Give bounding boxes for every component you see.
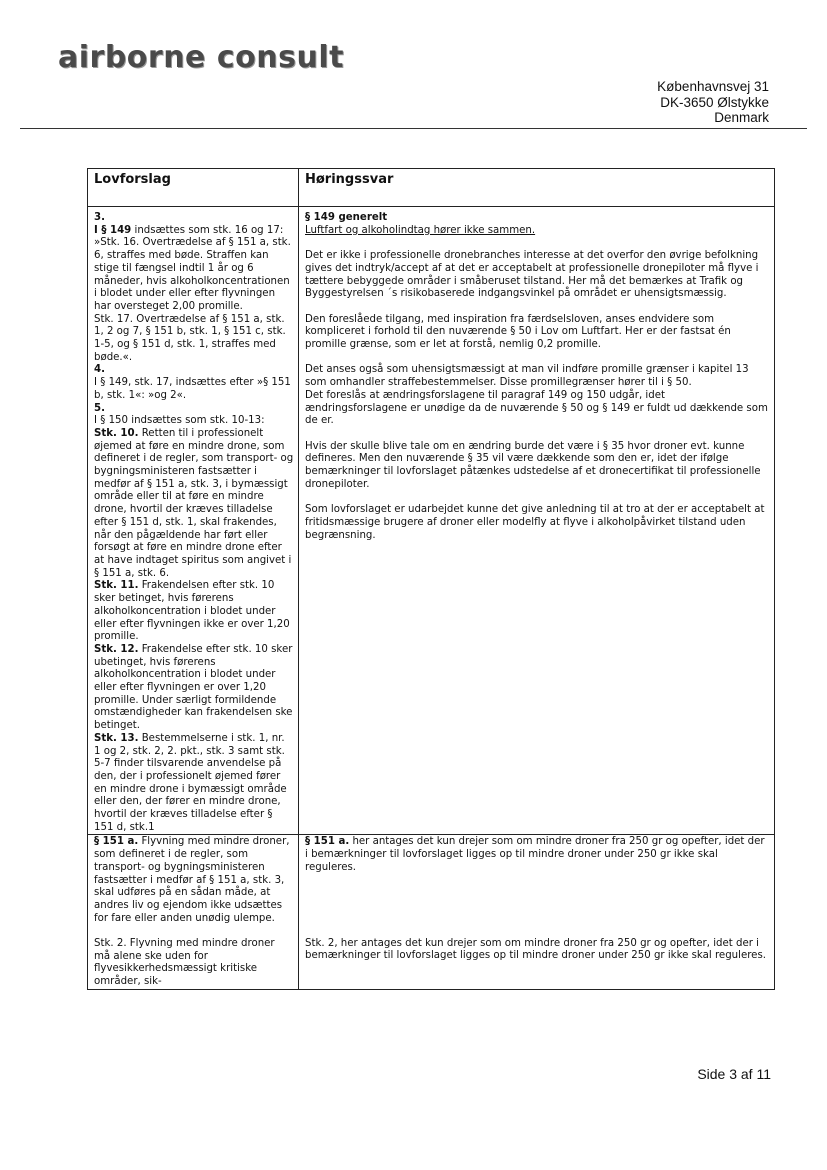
stk-ref: Stk. 12. bbox=[94, 643, 139, 655]
section-ref: § 151 a. bbox=[305, 836, 350, 848]
section-ref: § 151 a. bbox=[94, 836, 139, 848]
address-city: DK-3650 Ølstykke bbox=[660, 94, 769, 110]
table-row bbox=[88, 835, 775, 989]
section-text: Flyvning med mindre droner, som defineret i de regler, som transport- og bygningsministeren fastsætter i medfør af § 151 a, stk. 3, skal udføres på en sådan måde, at andres liv og ejendom ikke udsættes for fare eller anden unødig ulempe. bbox=[94, 836, 290, 924]
bill-text-cell bbox=[88, 835, 299, 989]
section-number: 5. bbox=[94, 402, 105, 414]
section-ref: I § 149 bbox=[94, 224, 132, 236]
bill-paragraph: I § 149, stk. 17, indsættes efter »§ 151 b, stk. 1«: »og 2«. bbox=[94, 377, 291, 401]
table-header-row bbox=[88, 169, 775, 207]
response-paragraph: Hvis der skulle blive tale om en ændring burde det være i § 35 hvor droner evt. kunne defineres. Men den nuværende § 35 vil være dækkende som den er, idet der ifølge bemærkninger til lovforslaget påtænkes udstedelse af et dronecertifikat til professionelle dronepiloter. bbox=[305, 440, 761, 490]
stk-text: Retten til i professionelt øjemed at føre en mindre drone, som defineret i de regler, som transport- og bygningsministeren fastsætter i medfør af § 151 a, stk. 3, i bymæssigt område eller til at føre en mindre drone, hvortil der kræves tilladelse efter § 151 d, stk. 1, skal frakendes, når den pågældende har ført eller forsøgt at føre en mindre drone efter at have indtaget spiritus som angivet i § 151 a, stk. 6. bbox=[94, 427, 294, 579]
bill-paragraph: Stk. 2. Flyvning med mindre droner må alene ske uden for flyvesikkerhedsmæssigt kritiske områder, sik- bbox=[94, 938, 275, 988]
stk-text: Bestemmelserne i stk. 1, nr. 1 og 2, stk. 2, 2. pkt., stk. 3 samt stk. 5-7 finder tilsvarende anvendelse på den, der i professionelt øjemed fører en mindre drone i bymæssigt område eller den, der fører en mindre drone, hvortil der kræves tilladelse efter § 151 d, stk.1 bbox=[94, 732, 287, 833]
stk-ref: Stk. 10. bbox=[94, 427, 139, 439]
section-number: 3. bbox=[94, 212, 105, 223]
response-paragraph: Det foreslås at ændringsforslagene til paragraf 149 og 150 udgår, idet ændringsforslagene er unødige da de nuværende § 50 og § 149 er fuldt ud dækkende som de er. bbox=[305, 389, 768, 427]
stk-ref: Stk. 11. bbox=[94, 580, 139, 592]
stk-text: Frakendelsen efter stk. 10 sker betinget, hvis førerens alkoholkoncentration i blodet under eller efter flyvningen ikke er over 1,20 promille. bbox=[94, 580, 290, 643]
address-country: Denmark bbox=[714, 110, 769, 125]
response-text-cell bbox=[299, 835, 775, 989]
response-subheading: Luftfart og alkoholindtag hører ikke sammen. bbox=[305, 224, 536, 236]
company-address bbox=[657, 79, 769, 126]
bill-paragraph bbox=[94, 836, 294, 925]
section-number: 4. bbox=[94, 364, 105, 376]
section-text: her antages det kun drejer som om mindre droner fra 250 gr og opefter, idet der i bemærkninger til lovforslaget ligges op til mindre droner under 250 gr ikke skal reguleres. bbox=[305, 836, 765, 873]
table-row bbox=[88, 207, 775, 835]
bill-paragraph: Stk. 17. Overtrædelse af § 151 a, stk. 1, 2 og 7, § 151 b, stk. 1, § 151 c, stk. 1-5, og § 151 d, stk. 1, straffes med bøde.«. bbox=[94, 313, 286, 363]
bill-paragraph bbox=[94, 644, 294, 733]
response-heading: § 149 generelt bbox=[305, 212, 388, 223]
response-paragraph: Som lovforslaget er udarbejdet kunne det give anledning til at tro at der er acceptabelt at fritidsmæssige brugere af droner eller modelfly at flyve i alkoholpåvirket tilstand uden begrænsning. bbox=[305, 504, 765, 541]
bill-paragraph: I § 150 indsættes som stk. 10-13: bbox=[94, 415, 265, 427]
response-paragraph bbox=[305, 836, 768, 874]
consultation-table bbox=[87, 168, 775, 990]
address-street: Københavnsvej 31 bbox=[657, 79, 769, 94]
response-paragraph: Det er ikke i professionelle dronebranches interesse at det overfor den øvrige befolkning gives det indtryk/accept af at det er acceptabelt at professionelle dronepiloter må flyve i tættere bebyggede områder i småberuset tilstand. Her må det bemærkes at Trafik og Byggestyrelsen ´s risikobaserede indgangsvinkel på området er uhensigtsmæssig. bbox=[305, 250, 759, 300]
response-paragraph: Stk. 2, her antages det kun drejer som om mindre droner fra 250 gr og opefter, idet der i bemærkninger til lovforslaget ligges op til mindre droner under 250 gr ikke skal reguleres. bbox=[305, 937, 766, 962]
stk-text: Frakendelse efter stk. 10 sker ubetinget, hvis førerens alkoholkoncentration i blodet under eller efter flyvningen er over 1,20 promille. Under særligt formildende omstændigheder kan frakendelsen ske betinget. bbox=[94, 643, 293, 732]
bill-paragraph: »Stk. 16. Overtrædelse af § 151 a, stk. 6, straffes med bøde. Straffen kan stige til fængsel indtil 1 år og 6 måneder, hvis alkoholkoncentrationen i blodet under eller efter flyvningen har oversteget 2,00 promille. bbox=[94, 237, 291, 312]
bill-text-cell bbox=[88, 207, 299, 835]
bill-paragraph bbox=[94, 225, 294, 238]
bill-paragraph bbox=[94, 733, 294, 835]
column-header-hoeringssvar: Høringssvar bbox=[299, 169, 775, 207]
response-text-cell bbox=[299, 207, 775, 835]
bill-paragraph bbox=[94, 580, 294, 644]
stk-ref: Stk. 13. bbox=[94, 732, 139, 744]
page-number: Side 3 af 11 bbox=[697, 1066, 771, 1082]
bill-paragraph bbox=[94, 428, 294, 580]
column-header-lovforslag: Lovforslag bbox=[88, 169, 299, 207]
section-text: indsættes som stk. 16 og 17: bbox=[131, 224, 284, 236]
header-divider bbox=[20, 128, 807, 129]
response-paragraph: Det anses også som uhensigtsmæssigt at man vil indføre promille grænser i kapitel 13 som omhandler straffebestemmelser. Disse promillegrænser hører til i § 50. bbox=[305, 364, 749, 389]
company-logo: airborne consult bbox=[58, 40, 344, 75]
response-paragraph: Den foreslåede tilgang, med inspiration fra færdselsloven, anses endvidere som kompliceret i forhold til den nuværende § 50 i Lov om Luftfart. Her er der fastsat én promille grænse, som er let at forstå, nemlig 0,2 promille. bbox=[305, 313, 731, 350]
